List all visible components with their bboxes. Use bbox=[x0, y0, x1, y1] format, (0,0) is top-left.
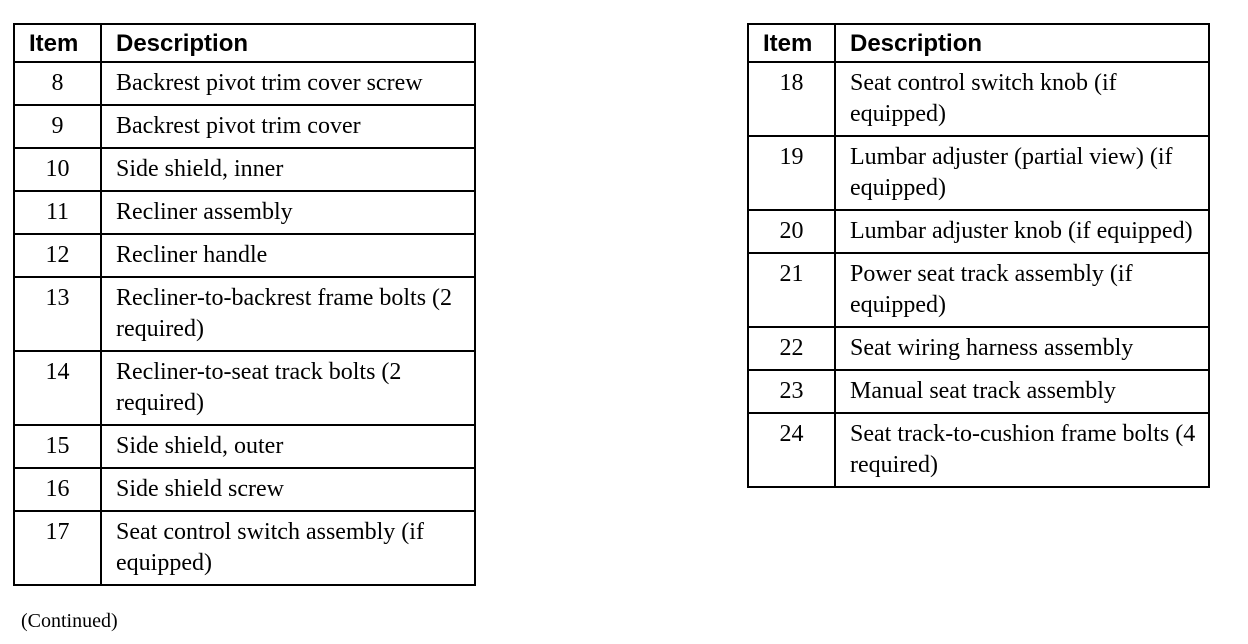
table-row bbox=[748, 136, 1209, 210]
item-description: Side shield screw bbox=[101, 468, 475, 511]
item-number: 14 bbox=[14, 351, 101, 425]
table-row bbox=[14, 62, 475, 105]
item-number: 12 bbox=[14, 234, 101, 277]
item-description: Seat track-to-cushion frame bolts (4 required) bbox=[835, 413, 1209, 487]
table-row bbox=[14, 511, 475, 585]
table-row bbox=[14, 351, 475, 425]
column-header-item: Item bbox=[748, 24, 835, 62]
item-number: 18 bbox=[748, 62, 835, 136]
table-row bbox=[748, 62, 1209, 136]
item-number: 11 bbox=[14, 191, 101, 234]
table-row bbox=[748, 253, 1209, 327]
item-number: 19 bbox=[748, 136, 835, 210]
item-number: 8 bbox=[14, 62, 101, 105]
item-description: Backrest pivot trim cover bbox=[101, 105, 475, 148]
item-number: 21 bbox=[748, 253, 835, 327]
table-row bbox=[748, 413, 1209, 487]
table-row bbox=[748, 370, 1209, 413]
table-row bbox=[14, 425, 475, 468]
item-description: Lumbar adjuster (partial view) (if equipped) bbox=[835, 136, 1209, 210]
item-number: 9 bbox=[14, 105, 101, 148]
item-number: 23 bbox=[748, 370, 835, 413]
table-row bbox=[14, 191, 475, 234]
item-number: 24 bbox=[748, 413, 835, 487]
table-row bbox=[14, 468, 475, 511]
item-description: Power seat track assembly (if equipped) bbox=[835, 253, 1209, 327]
item-description: Seat control switch assembly (if equipped) bbox=[101, 511, 475, 585]
item-number: 22 bbox=[748, 327, 835, 370]
parts-table-left bbox=[13, 23, 476, 586]
item-description: Side shield, outer bbox=[101, 425, 475, 468]
table-header-row bbox=[748, 24, 1209, 62]
column-header-item: Item bbox=[14, 24, 101, 62]
table-row bbox=[14, 277, 475, 351]
item-description: Recliner-to-seat track bolts (2 required) bbox=[101, 351, 475, 425]
item-description: Seat wiring harness assembly bbox=[835, 327, 1209, 370]
parts-table-right bbox=[747, 23, 1210, 488]
item-description: Backrest pivot trim cover screw bbox=[101, 62, 475, 105]
item-number: 17 bbox=[14, 511, 101, 585]
table-row bbox=[748, 210, 1209, 253]
item-number: 15 bbox=[14, 425, 101, 468]
column-header-description: Description bbox=[101, 24, 475, 62]
item-number: 16 bbox=[14, 468, 101, 511]
table-row bbox=[14, 148, 475, 191]
table-row bbox=[748, 327, 1209, 370]
table-row bbox=[14, 105, 475, 148]
item-description: Side shield, inner bbox=[101, 148, 475, 191]
table-row bbox=[14, 234, 475, 277]
item-number: 20 bbox=[748, 210, 835, 253]
item-description: Seat control switch knob (if equipped) bbox=[835, 62, 1209, 136]
item-description: Recliner handle bbox=[101, 234, 475, 277]
item-description: Lumbar adjuster knob (if equipped) bbox=[835, 210, 1209, 253]
item-description: Recliner-to-backrest frame bolts (2 required) bbox=[101, 277, 475, 351]
item-description: Manual seat track assembly bbox=[835, 370, 1209, 413]
item-number: 10 bbox=[14, 148, 101, 191]
item-description: Recliner assembly bbox=[101, 191, 475, 234]
item-number: 13 bbox=[14, 277, 101, 351]
table-header-row bbox=[14, 24, 475, 62]
column-header-description: Description bbox=[835, 24, 1209, 62]
continued-note: (Continued) bbox=[21, 610, 118, 632]
